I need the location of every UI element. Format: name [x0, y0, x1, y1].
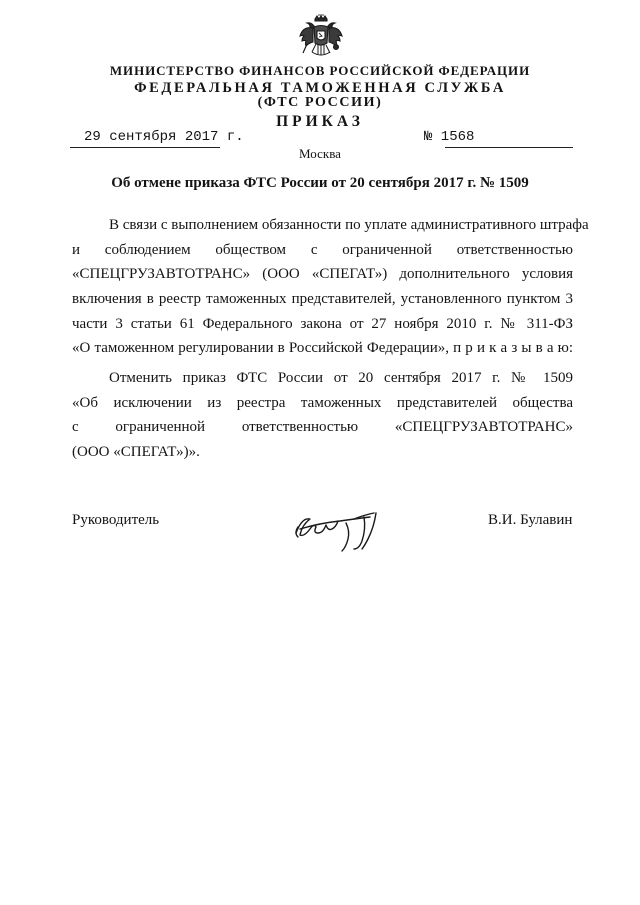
- body-paragraph-1: [72, 213, 589, 361]
- service-abbreviation: (ФТС РОССИИ): [257, 95, 383, 110]
- signatory-name: В.И. Булавин: [488, 512, 573, 528]
- document-number: № 1568: [424, 129, 475, 145]
- paragraph-line: части 3 статьи 61 Федерального закона от 27 ноября 2010 г. № 311-ФЗ: [72, 315, 573, 332]
- signatory-title: Руководитель: [72, 512, 160, 528]
- paragraph-line: «Об исключении из реестра таможенных представителей общества: [72, 394, 573, 411]
- state-emblem-icon: [298, 14, 344, 64]
- body-paragraph-2: [72, 366, 573, 465]
- paragraph-line: Отменить приказ ФТС России от 20 сентября 2017 г. № 1509: [109, 370, 573, 386]
- paragraph-line: «О таможенном регулировании в Российской Федерации», п р и к а з ы в а ю:: [72, 340, 573, 357]
- ministry-heading: МИНИСТЕРСТВО ФИНАНСОВ РОССИЙСКОЙ ФЕДЕРАЦИИ: [109, 63, 531, 78]
- paragraph-line: и соблюдением обществом с ограниченной ответственностью: [72, 241, 573, 258]
- paragraph-line: В связи с выполнением обязанности по уплате административного штрафа: [109, 217, 589, 233]
- document-type: ПРИКАЗ: [276, 113, 364, 130]
- handwritten-signature-icon: [290, 505, 402, 555]
- document-city: Москва: [299, 146, 341, 161]
- paragraph-line: (ООО «СПЕГАТ»)».: [72, 444, 200, 461]
- document-subject: Об отмене приказа ФТС России от 20 сентября 2017 г. № 1509: [111, 175, 529, 191]
- paragraph-line: включения в реестр таможенных представителей, установленного пунктом 3: [72, 291, 573, 308]
- service-heading: ФЕДЕРАЛЬНАЯ ТАМОЖЕННАЯ СЛУЖБА: [134, 80, 506, 96]
- document-date: 29 сентября 2017 г.: [84, 129, 244, 145]
- paragraph-line: «СПЕЦГРУЗАВТОТРАНС» (ООО «СПЕГАТ») дополнительного условия: [72, 266, 573, 283]
- paragraph-line: с ограниченной ответственностью «СПЕЦГРУЗАВТОТРАНС»: [72, 419, 573, 436]
